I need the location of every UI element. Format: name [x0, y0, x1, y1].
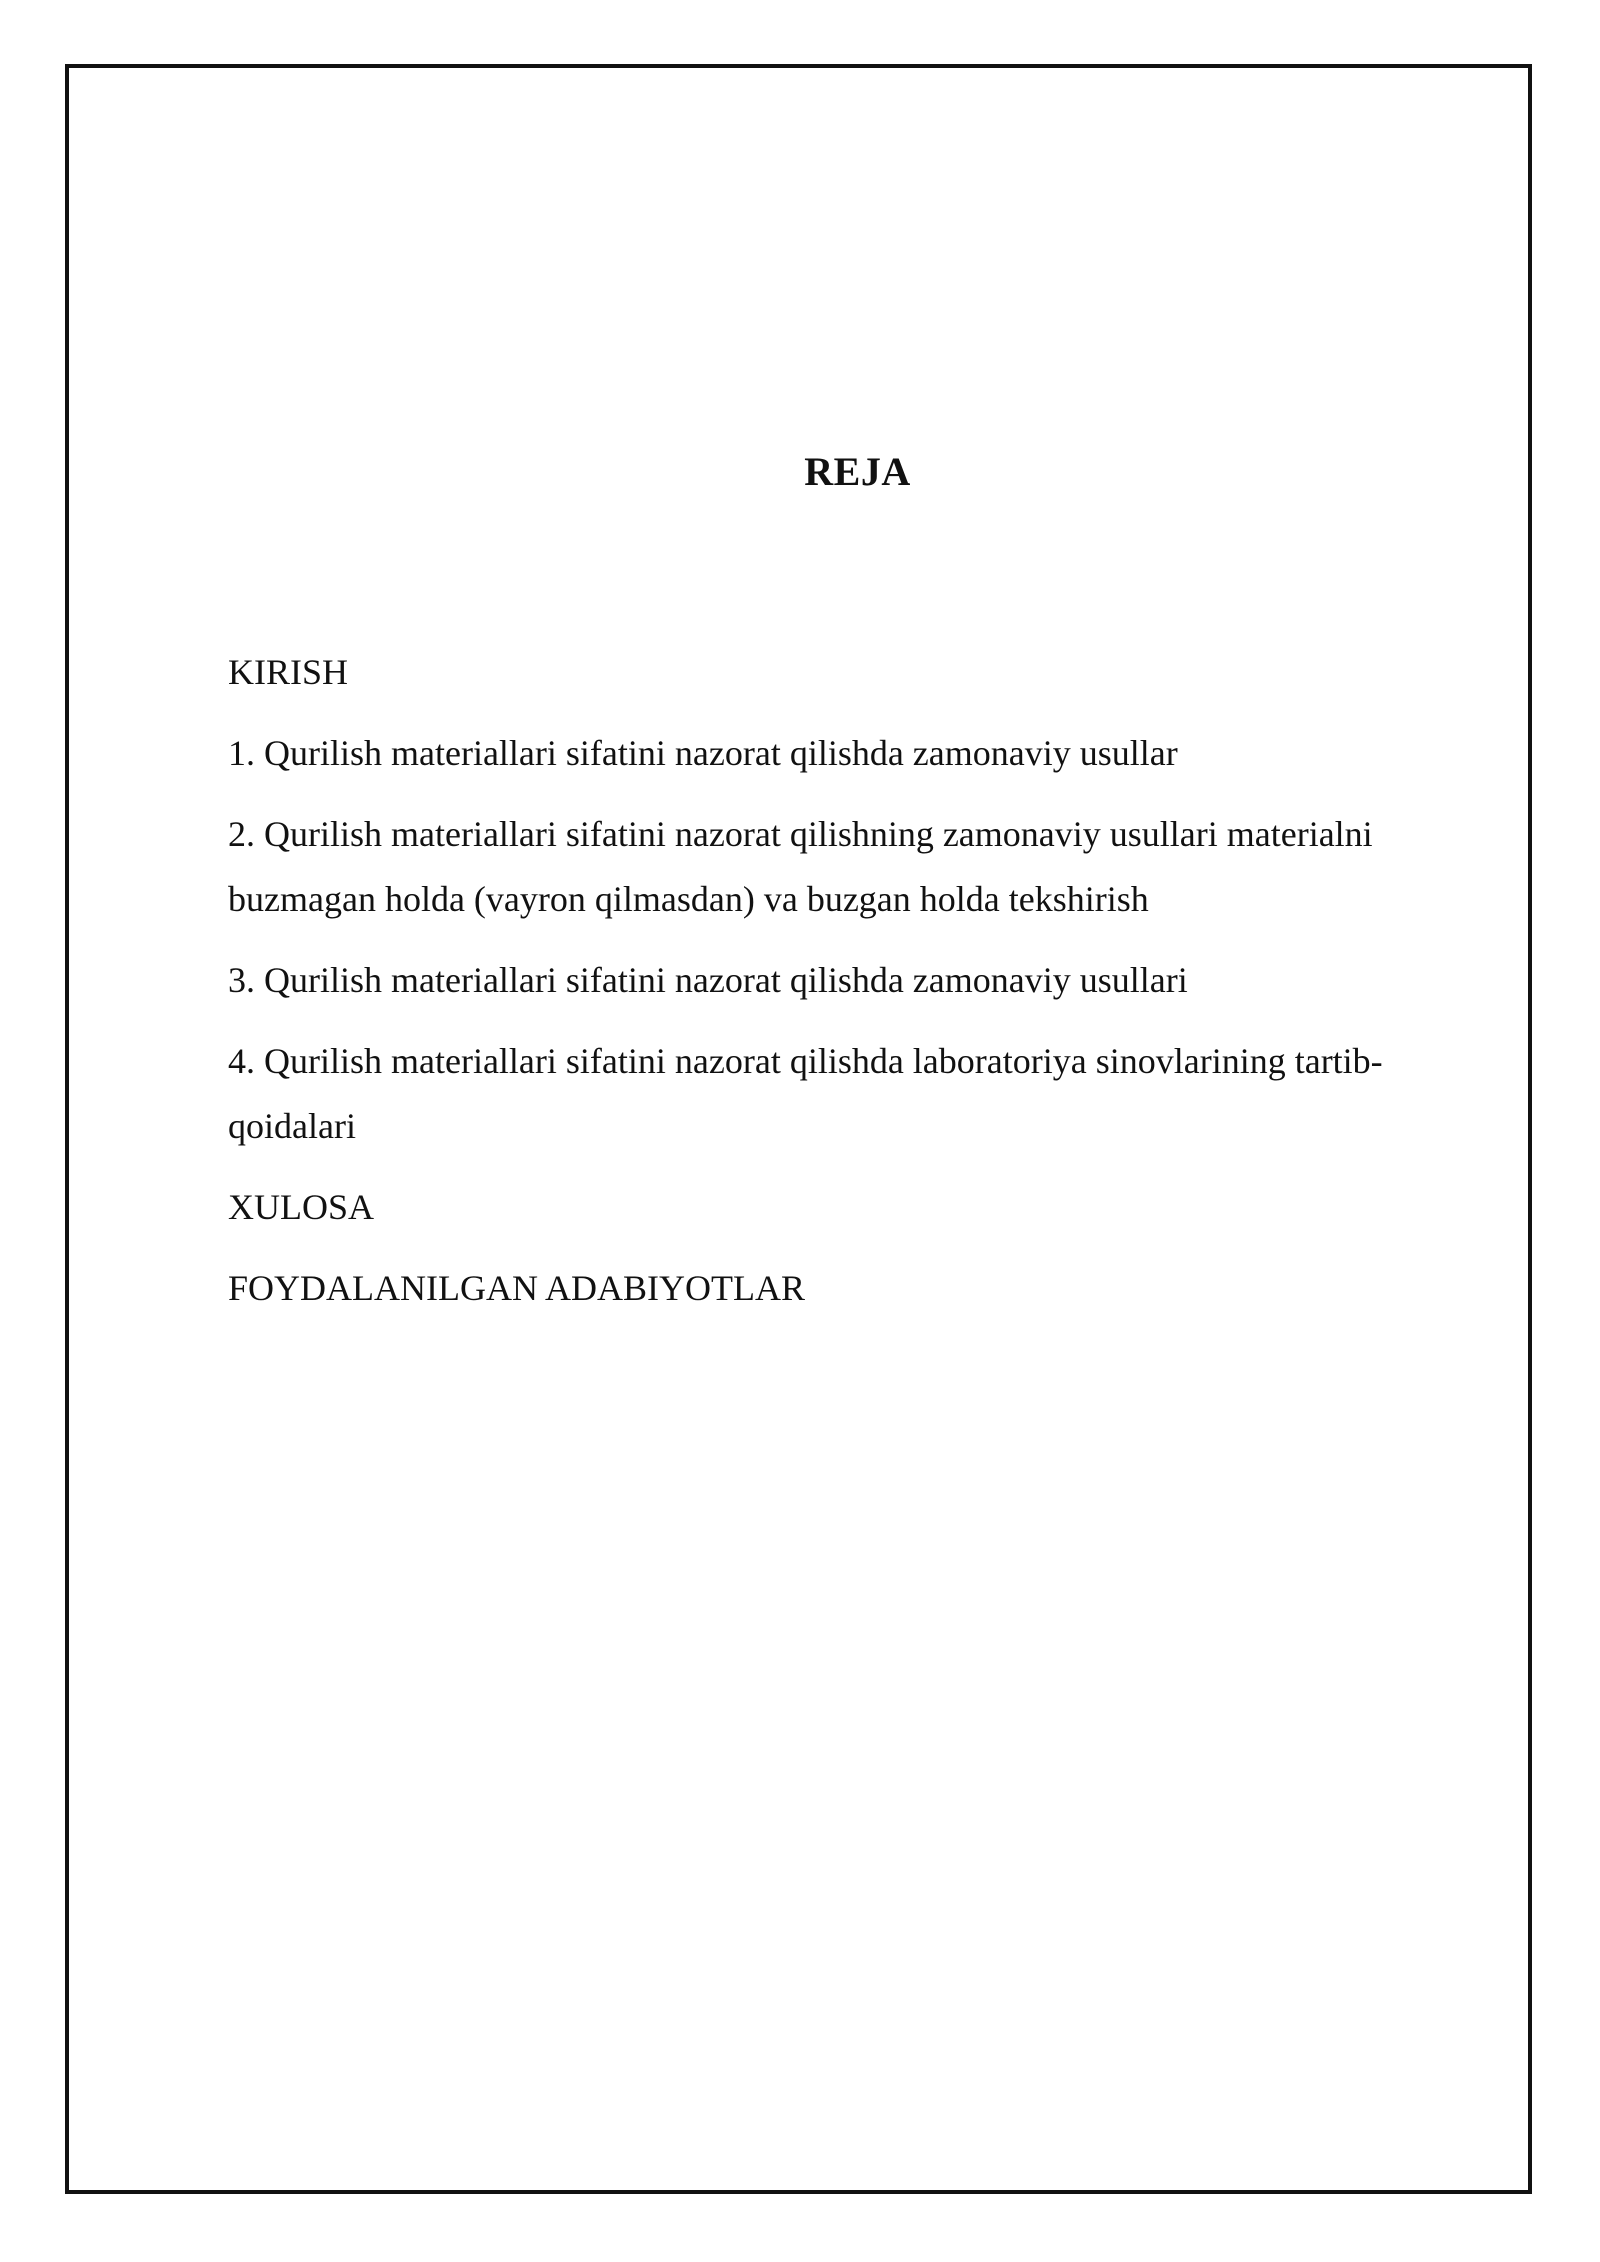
toc-item-3: 3. Qurilish materiallari sifatini nazorat qilishda zamonaviy usullari: [228, 960, 1188, 1000]
toc-item-1: 1. Qurilish materiallari sifatini nazorat qilishda zamonaviy usullar: [228, 733, 1178, 773]
page-title: REJA: [804, 449, 911, 494]
toc-item-intro: KIRISH: [228, 652, 349, 692]
toc-item-conclusion: XULOSA: [228, 1187, 375, 1227]
toc-item-4: 4. Qurilish materiallari sifatini nazorat qilishda laboratoriya sinovlarining tartib-qoidalari: [228, 1041, 1383, 1146]
toc-item-references: FOYDALANILGAN ADABIYOTLAR: [228, 1268, 805, 1308]
table-of-contents: [228, 640, 1458, 1337]
toc-item-2: 2. Qurilish materiallari sifatini nazorat qilishning zamonaviy usullari materialni buzmagan holda (vayron qilmasdan) va buzgan holda tekshirish: [228, 814, 1373, 919]
